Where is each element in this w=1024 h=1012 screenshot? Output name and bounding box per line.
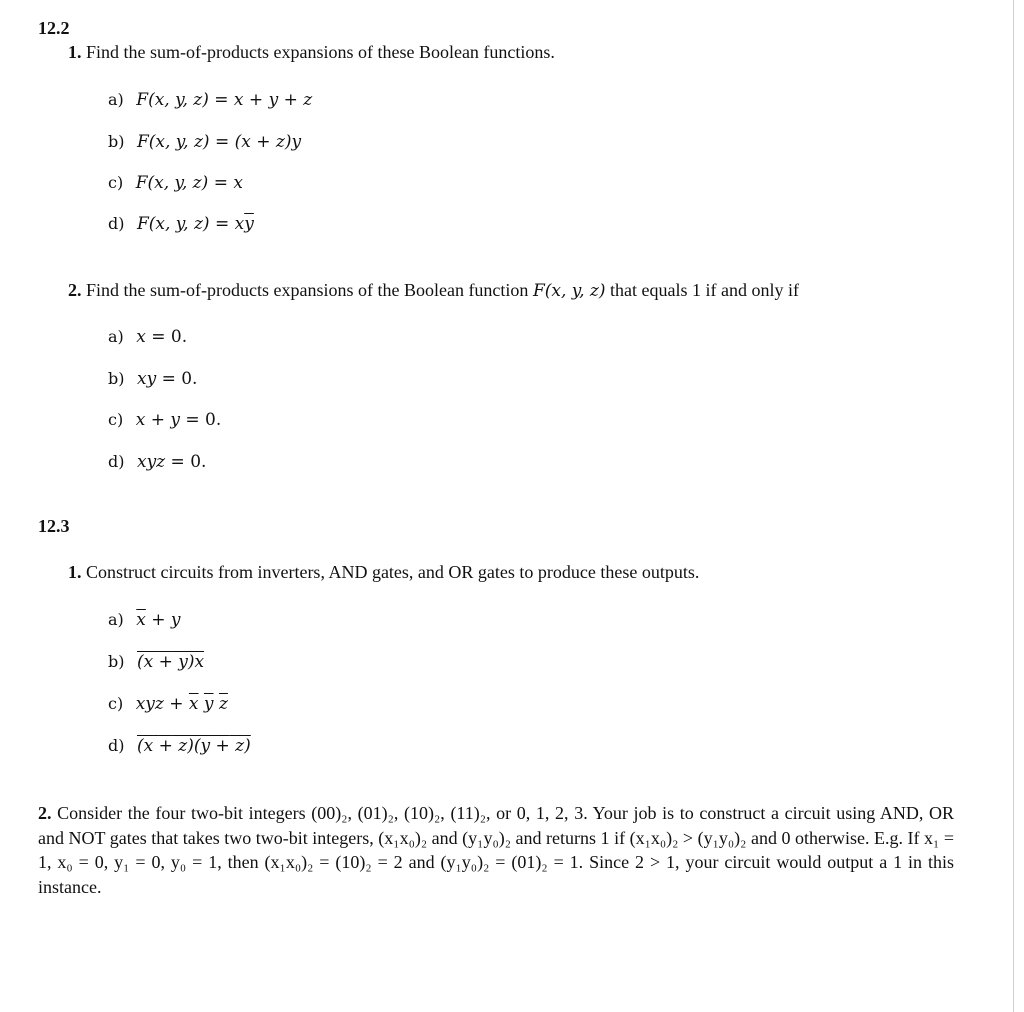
question-text: Find the sum-of-products expansions of these Boolean functions. xyxy=(86,42,555,62)
question-12-3-1 xyxy=(68,561,699,583)
section-heading-12-3: 12.3 xyxy=(38,516,70,536)
item-12-2-1-b xyxy=(108,130,301,153)
item-label: b) xyxy=(108,652,125,671)
item-12-3-1-d xyxy=(108,734,251,757)
question-function: F(x, y, z) xyxy=(532,281,606,301)
item-expression: x = 0. xyxy=(136,327,188,347)
item-label: b) xyxy=(108,132,125,151)
item-label: c) xyxy=(108,173,124,192)
item-12-2-2-c xyxy=(108,408,221,431)
item-expression: F(x, y, z) = (x + z)y xyxy=(136,132,302,152)
item-label: c) xyxy=(108,694,124,713)
question-number: 2. xyxy=(68,280,82,300)
question-text: Consider the four two-bit integers (00)₂, (01)₂, (10)₂, (11)₂, or 0, 1, 2, 3. Your job is to construct a circuit using AND, OR and NOT gates that takes two two-bit integers, (x₁x₀)₂ and (y₁y₀)₂ and returns 1 if (x₁x₀)₂ > (y₁y₀)₂ and 0 otherwise. E.g. If x₁ = 1, x₀ = 0, y₁ = 0, y₀ = 1, then (x₁x₀)₂ = (10)₂ = 2 and (y₁y₀)₂ = (01)₂ = 1. Since 2 > 1, your circuit would output a 1 in this instance. xyxy=(38,803,955,897)
item-expression: xy = 0. xyxy=(136,369,198,389)
item-12-2-2-d xyxy=(108,450,206,473)
item-label: d) xyxy=(108,736,125,755)
item-label: a) xyxy=(108,610,124,629)
question-12-2-1 xyxy=(68,41,555,63)
item-label: a) xyxy=(108,90,124,109)
question-number: 2. xyxy=(38,803,52,823)
item-label: c) xyxy=(108,410,124,429)
item-expression: (x + z)(y + z) xyxy=(136,736,251,756)
item-label: b) xyxy=(108,369,125,388)
question-text: Find the sum-of-products expansions of the Boolean function xyxy=(86,280,529,300)
item-expression: $\overline{x} + y$ xyxy=(136,610,181,630)
item-expression: x + y = 0. xyxy=(135,410,222,430)
item-12-3-1-c xyxy=(108,692,228,715)
item-12-3-1-a xyxy=(108,608,181,631)
item-12-2-2-a xyxy=(108,325,187,348)
item-expression: (x + y)x xyxy=(136,652,205,672)
item-12-2-1-c xyxy=(108,171,243,194)
item-label: d) xyxy=(108,214,125,233)
item-label: a) xyxy=(108,327,124,346)
item-label: d) xyxy=(108,452,125,471)
item-expression: xyz + $\overline{x}$ $\overline{y}$ $\overline{z}$ xyxy=(135,694,228,714)
item-12-2-1-d xyxy=(108,212,254,235)
item-12-3-1-b xyxy=(108,650,204,673)
question-number: 1. xyxy=(68,42,82,62)
item-12-2-1-a xyxy=(108,88,312,111)
item-expression: F(x, y, z) = x xyxy=(135,173,243,193)
page-edge-rule xyxy=(1013,0,1014,1012)
item-expression: F(x, y, $z) = x\overline{y}$ xyxy=(136,214,254,234)
item-expression: xyz = 0. xyxy=(136,452,207,472)
question-text-tail: that equals 1 if and only if xyxy=(610,280,799,300)
item-expression: F(x, y, z) = x + y + z xyxy=(136,90,313,110)
question-number: 1. xyxy=(68,562,82,582)
question-text: Construct circuits from inverters, AND gates, and OR gates to produce these outputs. xyxy=(86,562,700,582)
question-12-3-2 xyxy=(38,801,954,899)
item-12-2-2-b xyxy=(108,367,197,390)
section-heading-12-2: 12.2 xyxy=(38,18,70,38)
question-12-2-2 xyxy=(68,279,799,302)
